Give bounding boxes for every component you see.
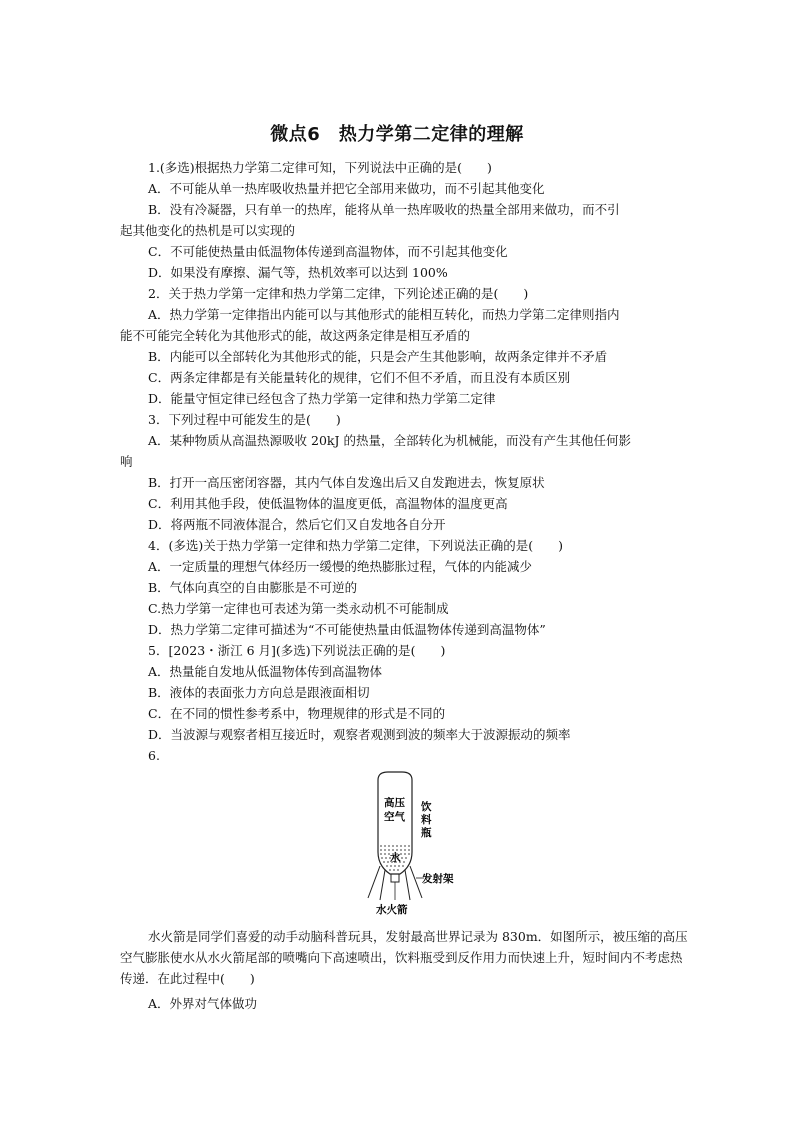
label-air-2: 空气 (384, 811, 405, 823)
question-4-option-a: A．一定质量的理想气体经历一缓慢的绝热膨胀过程，气体的内能减少 (148, 559, 533, 574)
question-3-option-b: B．打开一高压密闭容器，其内气体自发逸出后又自发跑进去，恢复原状 (148, 475, 545, 490)
stand-leg-left (368, 866, 380, 898)
question-3-option-c: C．利用其他手段，使低温物体的温度更低，高温物体的温度更高 (148, 496, 508, 511)
question-1-option-d: D．如果没有摩擦、漏气等，热机效率可以达到 100% (148, 265, 448, 280)
water-rocket-figure (360, 770, 470, 920)
question-5-option-d: D．当波源与观察者相互接近时，观察者观测到波的频率大于波源振动的频率 (148, 727, 571, 742)
label-bottle-3: 瓶 (421, 827, 432, 839)
question-1-option-b: B．没有冷凝器，只有单一的热库，能将从单一热库吸收的热量全部用来做功，而不引 (148, 202, 620, 217)
question-6-option-a: A．外界对气体做功 (148, 996, 258, 1011)
question-5-option-a: A．热量能自发地从低温物体传到高温物体 (148, 664, 383, 679)
question-2-option-d: D．能量守恒定律已经包含了热力学第一定律和热力学第二定律 (148, 391, 496, 406)
question-4-option-b: B．气体向真空的自由膨胀是不可逆的 (148, 580, 358, 595)
label-launch-stand: 发射架 (422, 873, 454, 885)
question-6-paragraph (120, 926, 688, 989)
question-5-stem: 5．[2023・浙江 6 月](多选)下列说法正确的是( ) (148, 643, 446, 658)
question-2-option-c: C．两条定律都是有关能量转化的规律，它们不但不矛盾，而且没有本质区别 (148, 370, 571, 385)
question-2-option-a: A．热力学第一定律指出内能可以与其他形式的能相互转化，而热力学第二定律则指内 (148, 307, 620, 322)
question-3-option-a: A．某种物质从高温热源吸收 20kJ 的热量，全部转化为机械能，而没有产生其他任何影 (148, 433, 631, 448)
question-1-stem: 1.(多选)根据热力学第二定律可知，下列说法中正确的是( ) (148, 160, 492, 175)
stand-leg-inner-left (380, 870, 385, 900)
page-title: 微点6 热力学第二定律的理解 (270, 124, 524, 145)
label-water: 水 (390, 852, 401, 864)
question-1-option-b-cont: 起其他变化的热机是可以实现的 (120, 223, 296, 238)
nozzle (391, 874, 399, 882)
question-2-stem: 2．关于热力学第一定律和热力学第二定律，下列论述正确的是( ) (148, 286, 529, 301)
question-4-option-d: D．热力学第二定律可描述为“不可能使热量由低温物体传递到高温物体” (148, 622, 546, 637)
question-6-text: 水火箭是同学们喜爱的动手动脑科普玩具，发射最高世界记录为 830m．如图所示，被压缩的高压空气膨胀使水从水火箭尾部的喷嘴向下高速喷出，饮料瓶受到反作用力而快速上升，短时间内不考虑热传递．在此过程中( ) (120, 929, 688, 986)
question-1-option-c: C．不可能使热量由低温物体传递到高温物体，而不引起其他变化 (148, 244, 508, 259)
question-1-option-a: A．不可能从单一热库吸收热量并把它全部用来做功，而不引起其他变化 (148, 181, 545, 196)
stand-leg-inner-right (405, 870, 410, 900)
question-3-option-d: D．将两瓶不同液体混合，然后它们又自发地各自分开 (148, 517, 446, 532)
question-5-option-c: C．在不同的惯性参考系中，物理规律的形式是不同的 (148, 706, 446, 721)
stand-leg-right (410, 866, 422, 898)
question-2-option-b: B．内能可以全部转化为其他形式的能，只是会产生其他影响，故两条定律并不矛盾 (148, 349, 608, 364)
question-5-option-b: B．液体的表面张力方向总是跟液面相切 (148, 685, 370, 700)
label-water-rocket: 水火箭 (376, 904, 408, 916)
question-6-number: 6. (148, 748, 160, 763)
label-bottle-1: 饮 (421, 801, 432, 813)
question-3-option-a-cont: 响 (120, 454, 133, 469)
question-4-stem: 4．(多选)关于热力学第一定律和热力学第二定律，下列说法正确的是( ) (148, 538, 563, 553)
question-3-stem: 3．下列过程中可能发生的是( ) (148, 412, 341, 427)
question-4-option-c: C.热力学第一定律也可表述为第一类永动机不可能制成 (148, 601, 449, 616)
question-2-option-a-cont: 能不可能完全转化为其他形式的能，故这两条定律是相互矛盾的 (120, 328, 471, 343)
label-air-1: 高压 (384, 797, 405, 809)
label-bottle-2: 料 (421, 814, 432, 826)
